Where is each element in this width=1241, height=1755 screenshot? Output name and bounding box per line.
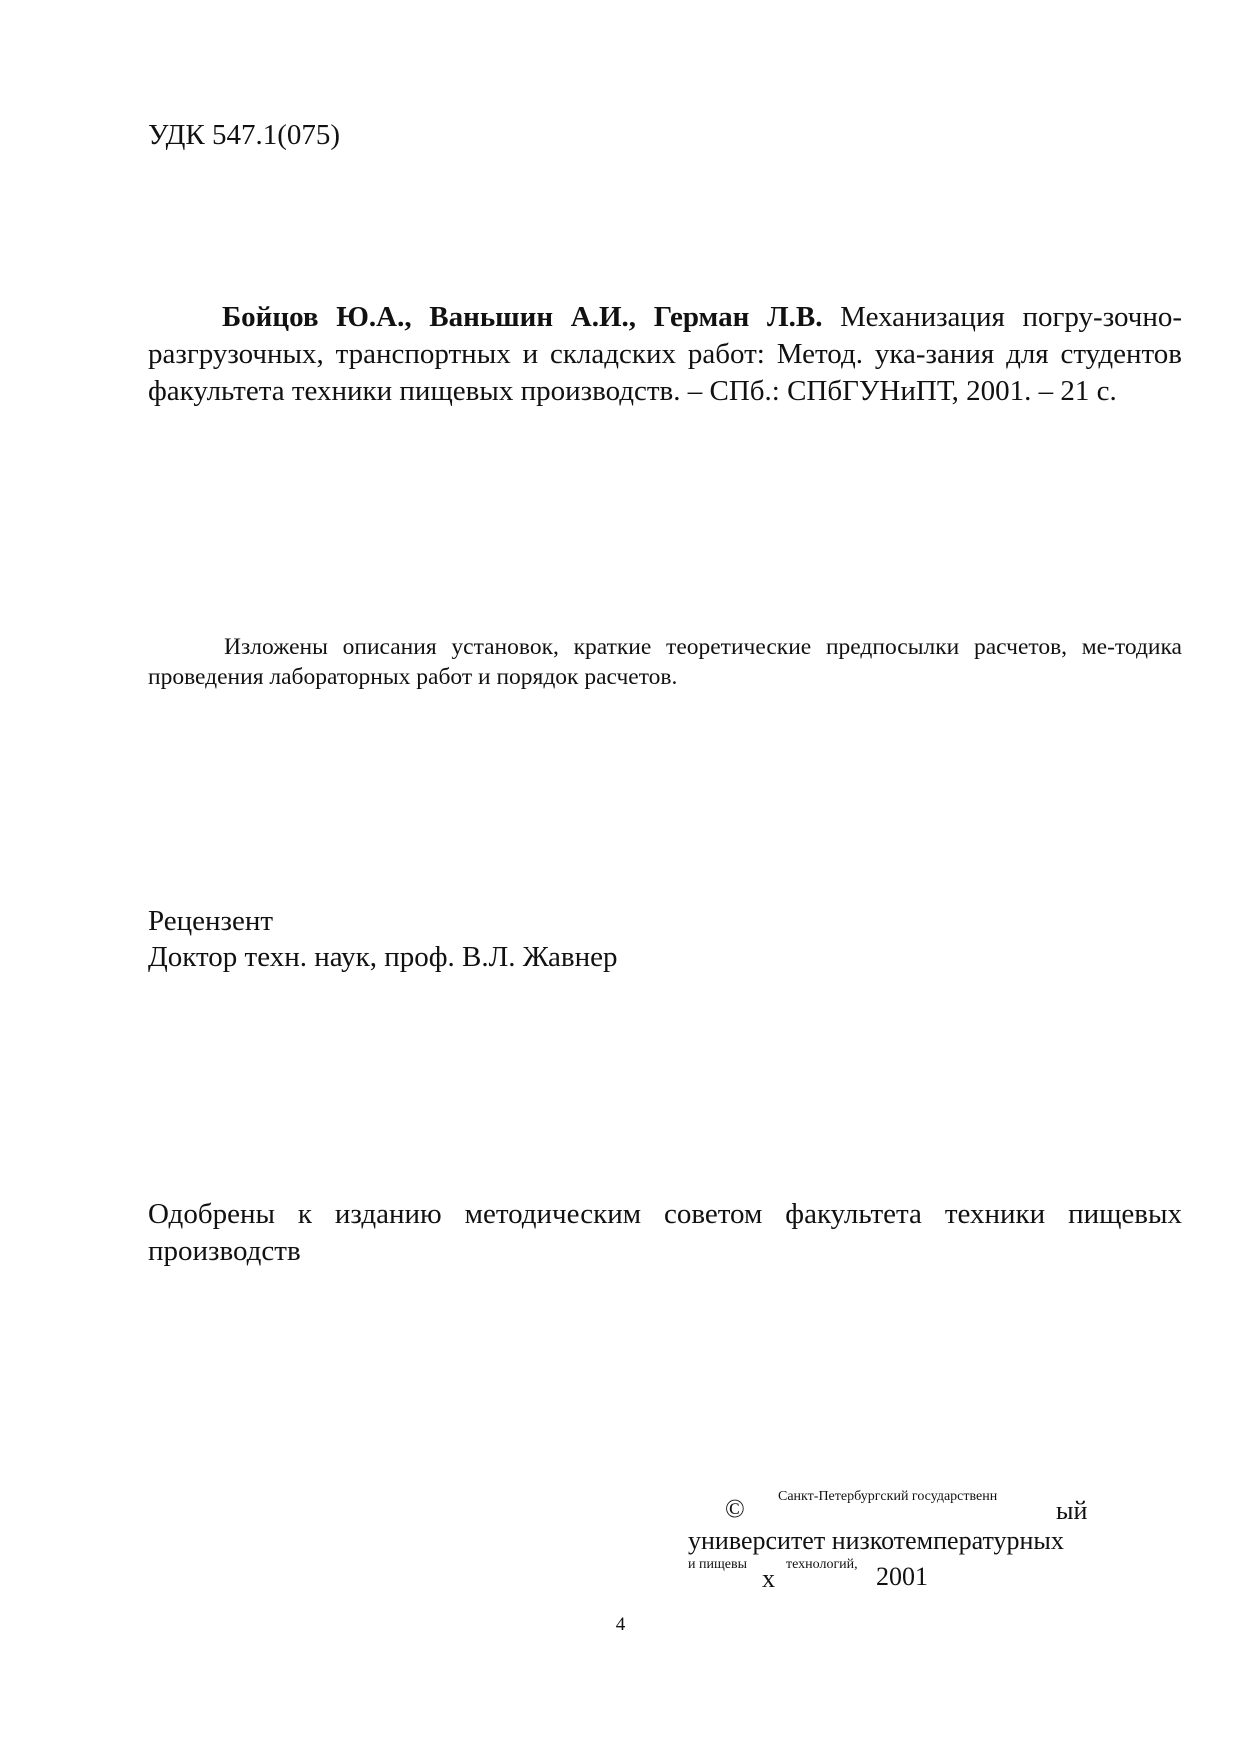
udk-code: УДК 547.1(075) — [148, 119, 341, 151]
page-number: 4 — [615, 1614, 626, 1635]
copyright-year: 2001 — [876, 1562, 928, 1591]
copyright-university-part1: Санкт-Петербургский государственн — [778, 1489, 998, 1504]
copyright-university-part4: х — [762, 1564, 775, 1593]
copyright-university-part2: ый — [1056, 1496, 1088, 1525]
bibliographic-text: Механизация погру-зочно-разгрузочных, транспортных и складских работ: Метод. ука-зания для студентов факультета техники пищевых производств. – СПб.: СПбГУНиПТ, 2001. – 21 с. — [148, 301, 1182, 407]
abstract: Изложены описания установок, краткие теоретические предпосылки расчетов, ме-тодика проведения лабораторных работ и порядок расчетов. — [148, 634, 1182, 690]
copyright-university-part5: технологий, — [786, 1557, 858, 1572]
approval-note: Одобрены к изданию методическим советом факультета техники пищевых производств — [148, 1198, 1182, 1267]
copyright-block — [688, 1489, 1108, 1593]
reviewer-label: Рецензент — [148, 905, 274, 937]
copyright-university-line2: университет низкотемпературных — [688, 1526, 1064, 1555]
bibliographic-description — [148, 299, 1182, 410]
copyright-university-part3: и пищевы — [688, 1557, 747, 1572]
copyright-icon: © — [725, 1494, 745, 1523]
authors: Бойцов Ю.А., Ваньшин А.И., Герман Л.В. — [222, 301, 823, 333]
reviewer-block — [148, 903, 618, 975]
reviewer-name: Доктор техн. наук, проф. В.Л. Жавнер — [148, 941, 618, 973]
